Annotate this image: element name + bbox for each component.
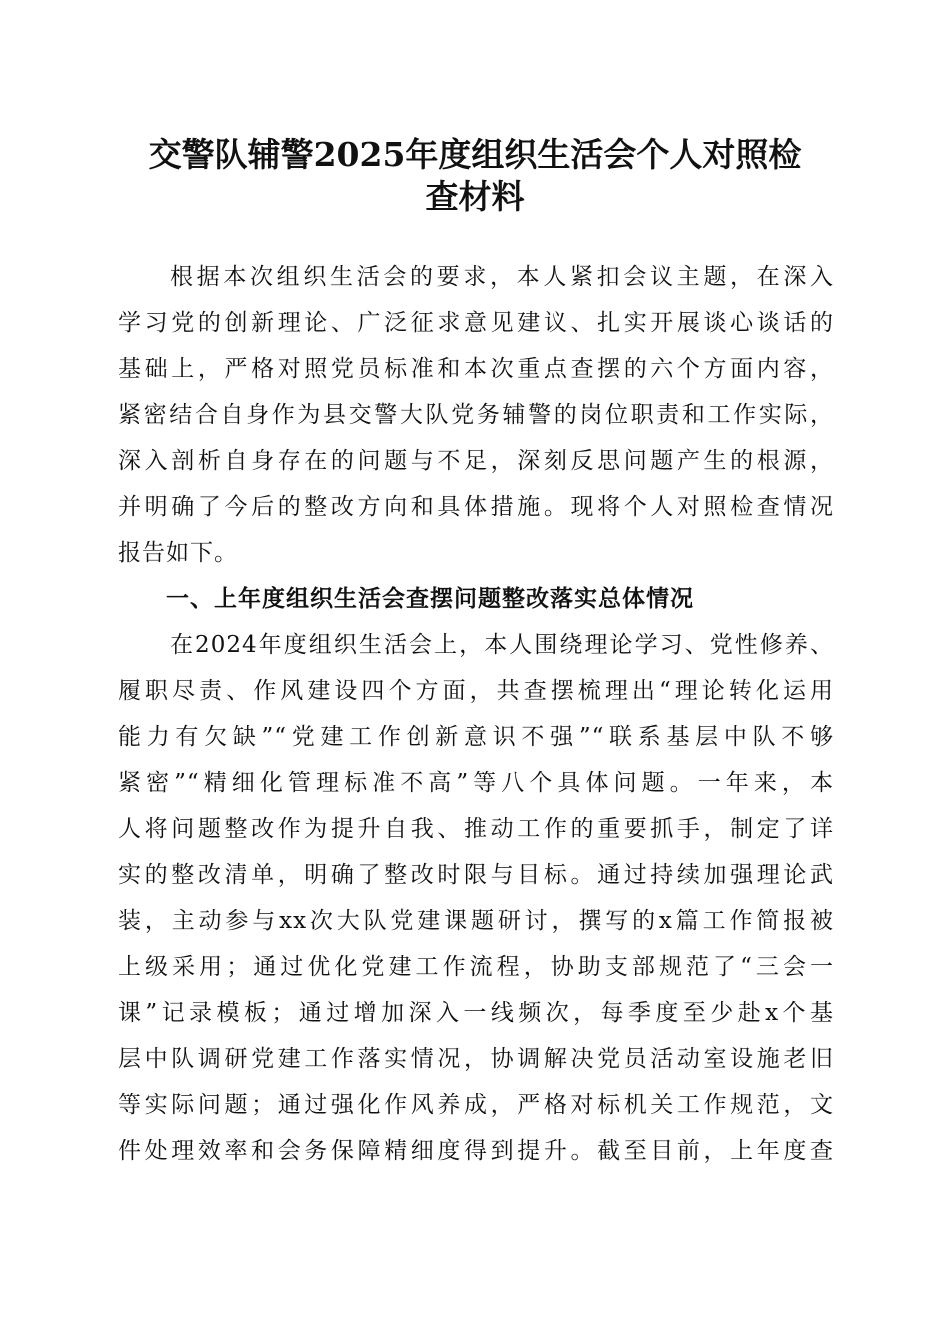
intro-line: 基础上，严格对照党员标准和本次重点查摆的六个方面内容， — [118, 356, 834, 382]
section-1-line: 装，主动参与xx次大队党建课题研讨，撰写的x篇工作简报被 — [118, 908, 834, 934]
intro-line: 报告如下。 — [118, 540, 238, 566]
title-line-1: 交警队辅警2025年度组织生活会个人对照检 — [148, 135, 802, 174]
document-body — [118, 254, 834, 1174]
document-title — [110, 134, 840, 218]
intro-line: 学习党的创新理论、广泛征求意见建议、扎实开展谈心谈话的 — [118, 310, 834, 336]
section-heading-1: 一、上年度组织生活会查摆问题整改落实总体情况 — [166, 586, 694, 612]
section-1-line: 人将问题整改作为提升自我、推动工作的重要抓手，制定了详 — [118, 816, 834, 842]
intro-line: 紧密结合自身作为县交警大队党务辅警的岗位职责和工作实际， — [118, 402, 834, 428]
section-1-line: 紧密”“精细化管理标准不高”等八个具体问题。一年来，本 — [118, 770, 834, 796]
intro-line: 深入剖析自身存在的问题与不足，深刻反思问题产生的根源， — [118, 448, 834, 474]
intro-line: 并明确了今后的整改方向和具体措施。现将个人对照检查情况 — [118, 494, 834, 520]
intro-paragraph — [118, 254, 834, 576]
section-1-line: 课”记录模板；通过增加深入一线频次，每季度至少赴x个基 — [118, 1000, 834, 1026]
section-1-line: 件处理效率和会务保障精细度得到提升。截至目前，上年度查 — [118, 1138, 834, 1164]
section-1-line: 上级采用；通过优化党建工作流程，协助支部规范了“三会一 — [118, 954, 834, 980]
section-1-line: 履职尽责、作风建设四个方面，共查摆梳理出“理论转化运用 — [118, 678, 834, 704]
intro-line: 根据本次组织生活会的要求，本人紧扣会议主题，在深入 — [170, 264, 834, 290]
section-1-line: 层中队调研党建工作落实情况，协调解决党员活动室设施老旧 — [118, 1046, 834, 1072]
section-1-line: 等实际问题；通过强化作风养成，严格对标机关工作规范，文 — [118, 1092, 834, 1118]
section-1-line: 能力有欠缺”“党建工作创新意识不强”“联系基层中队不够 — [118, 724, 834, 750]
section-1-line: 在2024年度组织生活会上，本人围绕理论学习、党性修养、 — [170, 632, 834, 658]
section-1-line: 实的整改清单，明确了整改时限与目标。通过持续加强理论武 — [118, 862, 834, 888]
section-1-paragraph — [118, 622, 834, 1174]
title-line-2: 查材料 — [425, 177, 525, 216]
